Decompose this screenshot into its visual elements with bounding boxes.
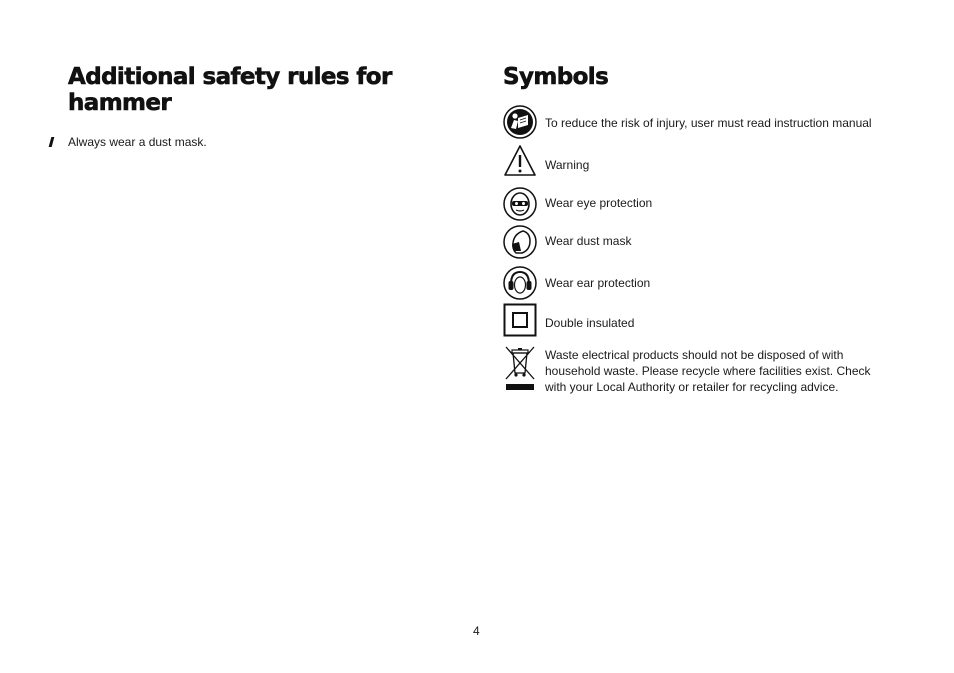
symbol-text: Waste electrical products should not be disposed of with household waste. Please recycle where facilities exist. Check with your Local Authority or retailer for recycling advice.	[545, 348, 871, 394]
symbol-text: Wear dust mask	[545, 234, 632, 248]
warning-icon	[503, 144, 537, 178]
section-title-symbols: Symbols	[503, 64, 609, 90]
eye-protection-icon	[503, 187, 537, 221]
ear-protection-icon	[503, 266, 537, 300]
symbol-text: Warning	[545, 158, 590, 172]
dust-mask-icon	[503, 225, 537, 259]
symbol-text: To reduce the risk of injury, user must read instruction manual	[545, 116, 872, 130]
rule-item: Always wear a dust mask.	[68, 135, 207, 149]
bullet-marker	[49, 137, 55, 147]
double-insulated-icon	[503, 303, 537, 337]
weee-bin-icon	[503, 345, 537, 393]
symbol-text: Double insulated	[545, 316, 635, 330]
page-number: 4	[473, 624, 480, 638]
symbol-text: Wear eye protection	[545, 196, 653, 210]
symbol-text: Wear ear protection	[545, 276, 651, 290]
read-manual-icon	[503, 105, 537, 139]
section-title-safety-rules: Additional safety rules for hammer	[68, 64, 392, 116]
